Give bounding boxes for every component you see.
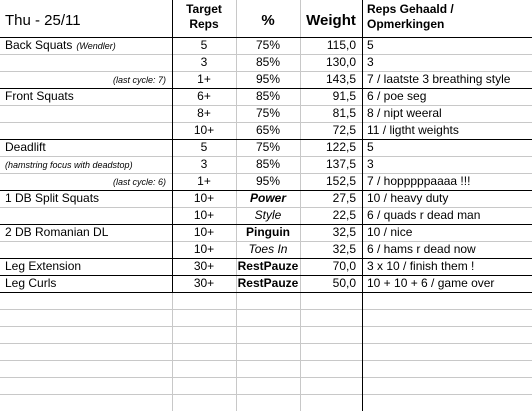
gridline-horizontal	[0, 343, 532, 344]
weight-cell[interactable]: 32,5	[332, 242, 356, 256]
result-cell[interactable]: 10 + 10 + 6 / game over	[367, 276, 495, 290]
weight-cell[interactable]: 130,0	[325, 55, 356, 69]
gridline-horizontal	[0, 326, 532, 327]
exercise-name[interactable]: Deadlift	[5, 140, 46, 154]
exercise-label: Back Squats	[5, 38, 73, 52]
table-bottom-border	[0, 292, 532, 293]
exercise-note[interactable]: (last cycle: 7)	[112, 75, 166, 85]
weight-cell[interactable]: 22,5	[332, 208, 356, 222]
result-cell[interactable]: 8 / nipt weeral	[367, 106, 442, 120]
weight-cell[interactable]: 27,5	[332, 191, 356, 205]
exercise-name[interactable]: 1 DB Split Squats	[5, 191, 100, 205]
day-title[interactable]: Thu - 25/11	[5, 12, 81, 29]
target-reps-cell[interactable]: 10+	[193, 242, 215, 256]
percent-cell[interactable]: 75%	[255, 140, 281, 154]
weight-header[interactable]: Weight	[306, 12, 356, 29]
percent-cell[interactable]: RestPauze	[237, 259, 299, 273]
percent-cell[interactable]: 85%	[255, 89, 281, 103]
target-reps-cell[interactable]: 8+	[197, 106, 211, 120]
percent-cell[interactable]: Pinguin	[246, 225, 290, 239]
target-reps-cell[interactable]: 1+	[197, 72, 211, 86]
weight-cell[interactable]: 122,5	[325, 140, 356, 154]
percent-cell[interactable]: 95%	[255, 72, 281, 86]
reps-done-header-line1[interactable]: Reps Gehaald /	[367, 2, 454, 16]
gridline-horizontal	[0, 309, 532, 310]
result-cell[interactable]: 6 / poe seg	[367, 89, 427, 103]
result-cell[interactable]: 7 / laatste 3 breathing style	[367, 72, 511, 86]
result-cell[interactable]: 11 / ligtht weights	[367, 123, 459, 137]
percent-cell[interactable]: RestPauze	[237, 276, 299, 290]
result-cell[interactable]: 3	[367, 157, 374, 171]
weight-cell[interactable]: 72,5	[332, 123, 356, 137]
target-reps-header-line2[interactable]: Reps	[189, 17, 219, 31]
percent-cell[interactable]: 75%	[255, 106, 281, 120]
exercise-name[interactable]: 2 DB Romanian DL	[5, 225, 109, 239]
percent-cell[interactable]: Style	[254, 208, 282, 222]
target-reps-cell[interactable]: 10+	[193, 225, 215, 239]
result-cell[interactable]: 6 / quads r dead man	[367, 208, 481, 222]
exercise-note[interactable]: (last cycle: 6)	[112, 177, 166, 187]
gridline-horizontal	[0, 377, 532, 378]
target-reps-cell[interactable]: 1+	[197, 174, 211, 188]
percent-cell[interactable]: Toes In	[248, 242, 288, 256]
weight-cell[interactable]: 143,5	[325, 72, 356, 86]
percent-cell[interactable]: 85%	[255, 55, 281, 69]
reps-done-header-line2[interactable]: Opmerkingen	[367, 17, 445, 31]
weight-cell[interactable]: 152,5	[325, 174, 356, 188]
target-reps-cell[interactable]: 3	[200, 157, 208, 171]
target-reps-cell[interactable]: 10+	[193, 191, 215, 205]
weight-cell[interactable]: 50,0	[332, 276, 356, 290]
result-cell[interactable]: 5	[367, 38, 374, 52]
target-reps-cell[interactable]: 5	[200, 38, 208, 52]
result-cell[interactable]: 10 / heavy duty	[367, 191, 449, 205]
result-cell[interactable]: 6 / hams r dead now	[367, 242, 476, 256]
target-reps-cell[interactable]: 5	[200, 140, 208, 154]
percent-cell[interactable]: 75%	[255, 38, 281, 52]
result-cell[interactable]: 10 / nice	[367, 225, 413, 239]
weight-cell[interactable]: 137,5	[325, 157, 356, 171]
percent-cell[interactable]: 65%	[255, 123, 281, 137]
percent-header[interactable]: %	[261, 12, 275, 29]
weight-cell[interactable]: 115,0	[326, 38, 356, 52]
result-cell[interactable]: 5	[367, 140, 374, 154]
result-cell[interactable]: 3	[367, 55, 374, 69]
result-cell[interactable]: 7 / hopppppaaaa !!!	[367, 174, 471, 188]
target-reps-header-line1[interactable]: Target	[186, 2, 222, 16]
target-reps-cell[interactable]: 10+	[193, 208, 215, 222]
gridline-horizontal	[0, 360, 532, 361]
weight-cell[interactable]: 32,5	[332, 225, 356, 239]
result-cell[interactable]: 3 x 10 / finish them !	[367, 259, 475, 273]
percent-cell[interactable]: 85%	[255, 157, 281, 171]
percent-cell[interactable]: Power	[249, 191, 286, 205]
exercise-name[interactable]: Front Squats	[5, 89, 74, 103]
gridline-horizontal	[0, 394, 532, 395]
weight-cell[interactable]: 91,5	[332, 89, 356, 103]
target-reps-cell[interactable]: 10+	[193, 123, 215, 137]
target-reps-cell[interactable]: 30+	[193, 276, 215, 290]
target-reps-cell[interactable]: 30+	[193, 259, 215, 273]
exercise-name[interactable]: Leg Curls	[5, 276, 57, 290]
target-reps-cell[interactable]: 3	[200, 55, 208, 69]
exercise-name[interactable]	[0, 38, 172, 54]
exercise-note: (Wendler)	[76, 41, 116, 51]
percent-cell[interactable]: 95%	[255, 174, 281, 188]
weight-cell[interactable]: 81,5	[332, 106, 356, 120]
weight-cell[interactable]: 70,0	[332, 259, 356, 273]
exercise-name[interactable]: Leg Extension	[5, 259, 82, 273]
target-reps-cell[interactable]: 6+	[197, 89, 211, 103]
exercise-note[interactable]: (hamstring focus with deadstop)	[5, 160, 133, 170]
